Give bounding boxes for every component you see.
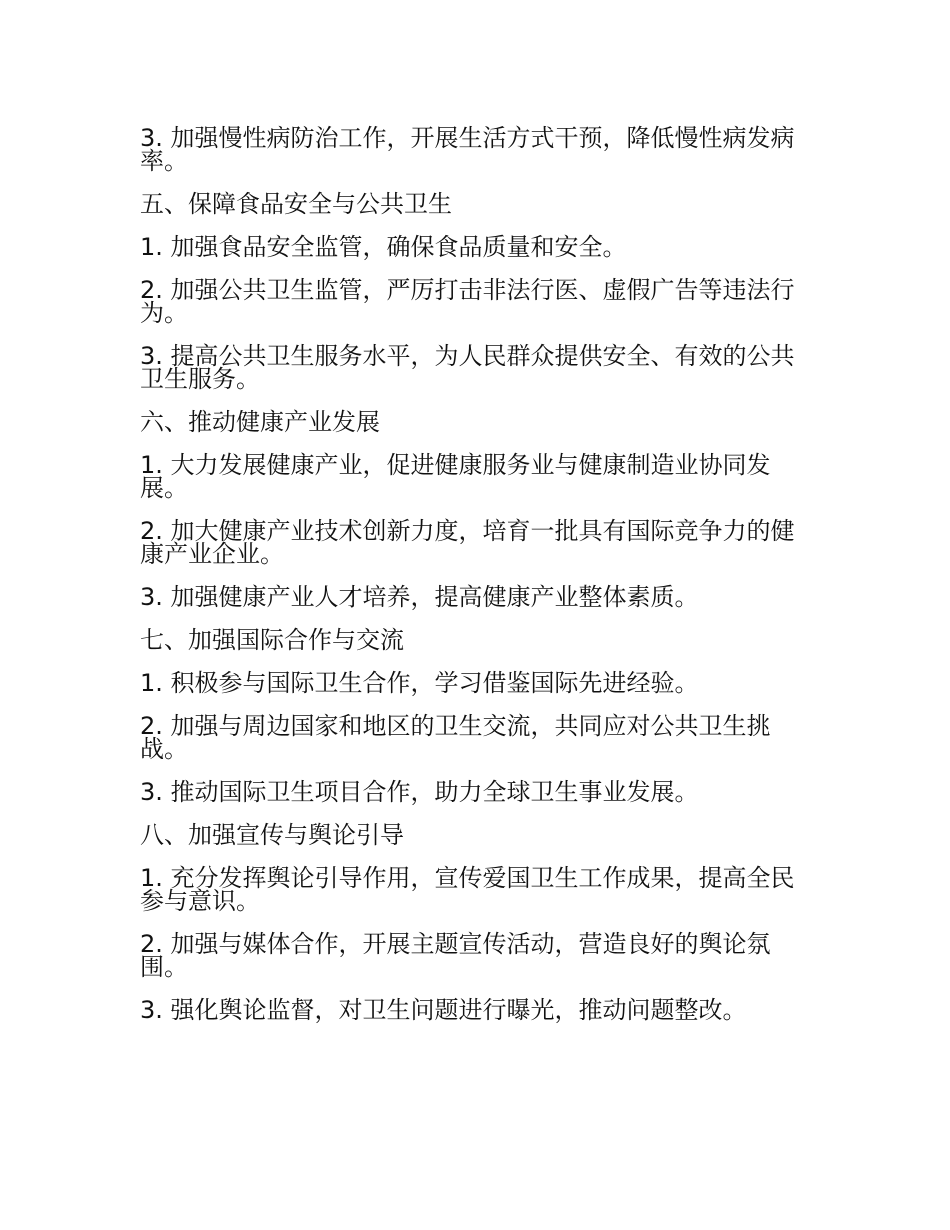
section-heading-international-cooperation: 七、加强国际合作与交流 bbox=[140, 626, 404, 654]
list-item: 2. 加强与媒体合作，开展主题宣传活动，营造良好的舆论氛围。 bbox=[140, 930, 771, 981]
document-page bbox=[140, 124, 800, 1042]
section-heading-publicity: 八、加强宣传与舆论引导 bbox=[140, 821, 404, 849]
list-item: 2. 加强公共卫生监管，严厉打击非法行医、虚假广告等违法行为。 bbox=[140, 276, 795, 327]
list-item: 2. 加大健康产业技术创新力度，培育一批具有国际竞争力的健康产业企业。 bbox=[140, 517, 795, 568]
list-item: 3. 推动国际卫生项目合作，助力全球卫生事业发展。 bbox=[140, 778, 699, 806]
list-item: 3. 提高公共卫生服务水平，为人民群众提供安全、有效的公共卫生服务。 bbox=[140, 342, 795, 393]
list-item: 1. 加强食品安全监管，确保食品质量和安全。 bbox=[140, 233, 627, 261]
list-item: 1. 充分发挥舆论引导作用，宣传爱国卫生工作成果，提高全民参与意识。 bbox=[140, 864, 795, 915]
list-item-chronic-disease: 3. 加强慢性病防治工作，开展生活方式干预，降低慢性病发病率。 bbox=[140, 124, 795, 175]
list-item: 3. 强化舆论监督，对卫生问题进行曝光，推动问题整改。 bbox=[140, 996, 747, 1024]
section-heading-food-safety: 五、保障食品安全与公共卫生 bbox=[140, 190, 452, 218]
list-item: 1. 大力发展健康产业，促进健康服务业与健康制造业协同发展。 bbox=[140, 451, 771, 502]
list-item: 3. 加强健康产业人才培养，提高健康产业整体素质。 bbox=[140, 583, 699, 611]
section-heading-health-industry: 六、推动健康产业发展 bbox=[140, 408, 380, 436]
list-item: 1. 积极参与国际卫生合作，学习借鉴国际先进经验。 bbox=[140, 669, 699, 697]
list-item: 2. 加强与周边国家和地区的卫生交流，共同应对公共卫生挑战。 bbox=[140, 712, 771, 763]
